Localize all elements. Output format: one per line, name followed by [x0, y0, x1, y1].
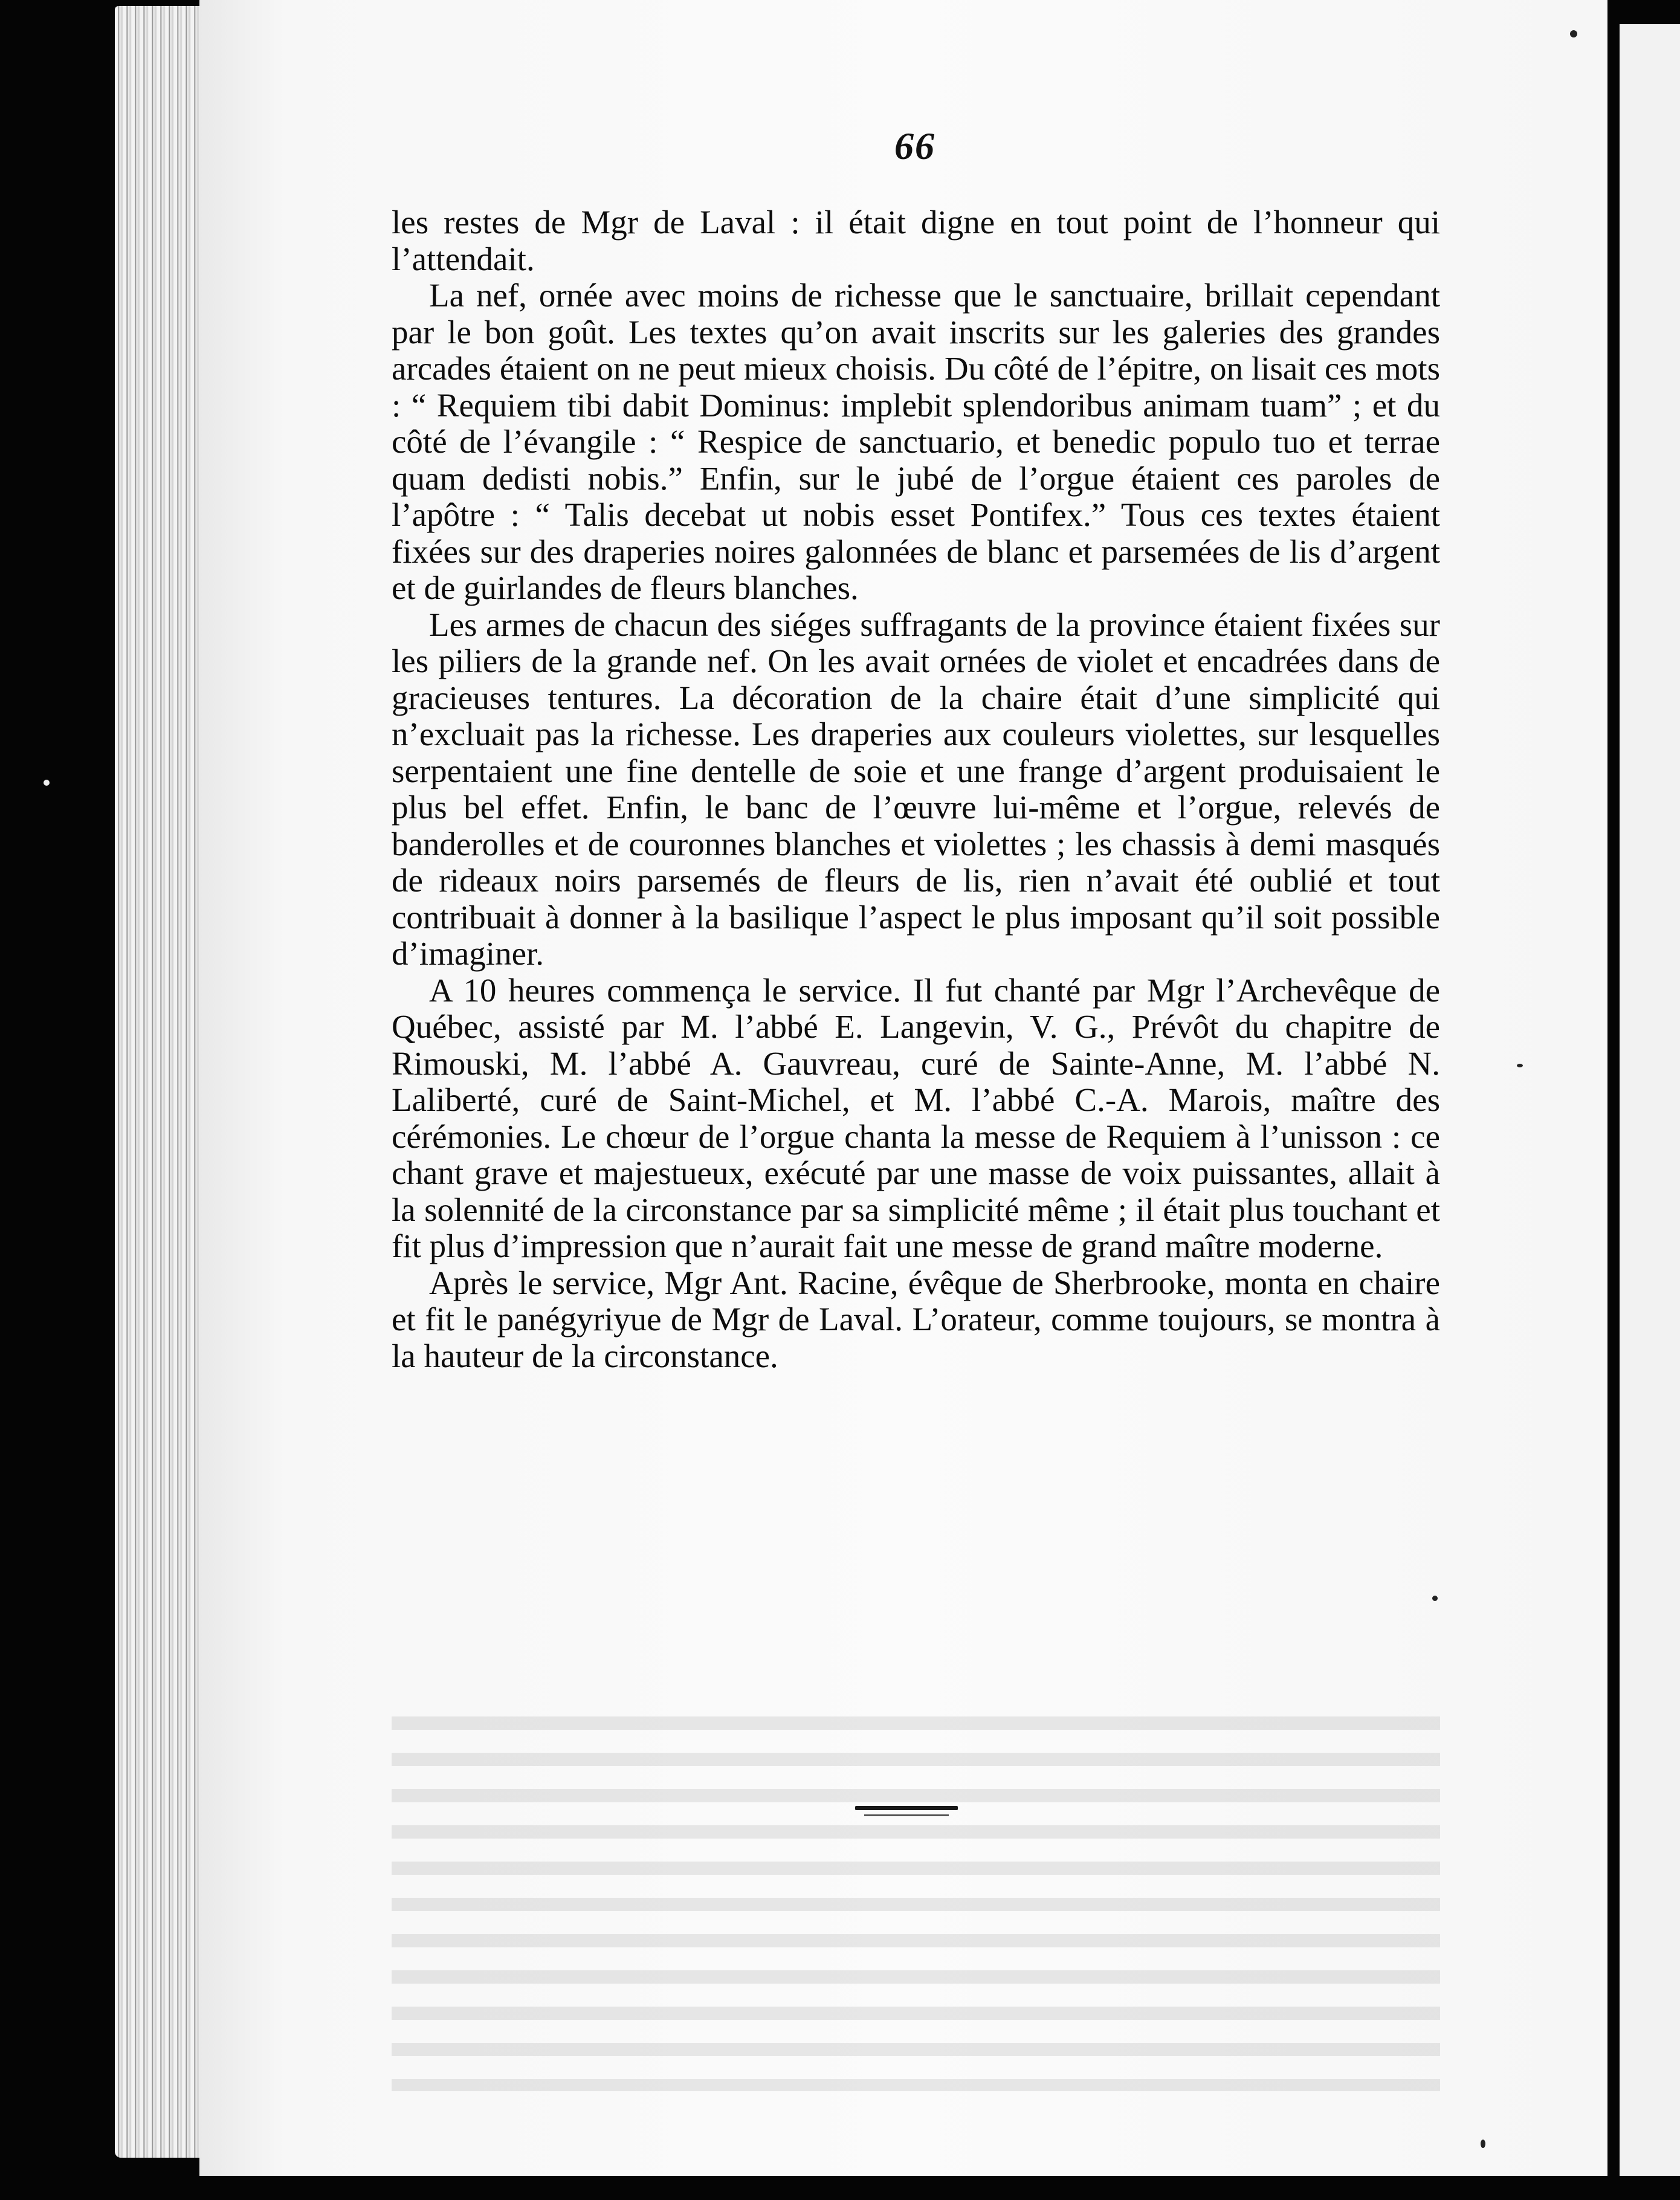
paragraph-5: Après le service, Mgr Ant. Racine, évêque de Sherbrooke, monta en chaire et fit le panégyriyue de Mgr de Laval. L’orateur, comme toujours, se montra à la hauteur de la circonstance. — [392, 1264, 1440, 1374]
show-through-text — [392, 1716, 1440, 2091]
scan-speck — [1570, 30, 1577, 37]
facing-page-edge — [1620, 24, 1680, 2176]
paragraph-3: Les armes de chacun des siéges suffragants de la province étaient fixées sur les piliers de la grande nef. On les avait ornées de violet et encadrées dans de gracieuses tentures. La décoration de la chaire était d’une simplicité qui n’excluait pas la richesse. Les draperies aux couleurs violettes, sur lesquelles serpentaient une fine dentelle de soie et une frange d’argent produisaient le plus bel effet. Enfin, le banc de l’œuvre lui-même et l’orgue, relevés de banderolles et de couronnes blanches et violettes ; les chassis à demi masqués de rideaux noirs parsemés de fleurs de lis, rien n’avait été oublié et tout contribuait à donner à la basilique l’aspect le plus imposant qu’il soit possible d’imaginer. — [392, 606, 1440, 972]
end-rule — [855, 1806, 958, 1810]
scan-speck — [1481, 2140, 1485, 2148]
paragraph-2: La nef, ornée avec moins de richesse que le sanctuaire, brillait cependant par le bon goût. Les textes qu’on avait inscrits sur les galeries des grandes arcades étaient on ne peut mieux choisis. Du côté de l’épitre, on lisait ces mots : “ Requiem tibi dabit Dominus: implebit splendoribus animam tuam” ; et du côté de l’évangile : “ Respice de sanctuario, et benedic populo tuo et terrae quam dedisti nobis.” Enfin, sur le jubé de l’orgue étaient ces paroles de l’apôtre : “ Talis decebat ut nobis esset Pontifex.” Tous ces textes étaient fixées sur des draperies noires galonnées de blanc et parsemées de lis d’argent et de guirlandes de fleurs blanches. — [392, 277, 1440, 606]
book-page-edges — [115, 6, 205, 2158]
paragraph-1: les restes de Mgr de Laval : il était digne en tout point de l’honneur qui l’attendait. — [392, 204, 1440, 277]
scan-speck — [1517, 1064, 1523, 1067]
end-rule-underline — [864, 1814, 949, 1816]
scan-speck — [1432, 1596, 1438, 1601]
body-text — [392, 204, 1440, 1374]
scan-speck — [44, 780, 50, 786]
page-number: 66 — [894, 125, 935, 167]
paragraph-4: A 10 heures commença le service. Il fut chanté par Mgr l’Archevêque de Québec, assisté par M. l’abbé E. Langevin, V. G., Prévôt du chapitre de Rimouski, M. l’abbé A. Gauvreau, curé de Sainte-Anne, M. l’abbé N. Laliberté, curé de Saint-Michel, et M. l’abbé C.-A. Marois, maître des cérémonies. Le chœur de l’orgue chanta la messe de Requiem à l’unisson : ce chant grave et majestueux, exécuté par une masse de voix puissantes, allait à la solennité de la circonstance par sa simplicité même ; il était plus touchant et fit plus d’impression que n’aurait fait une messe de grand maître moderne. — [392, 971, 1440, 1264]
